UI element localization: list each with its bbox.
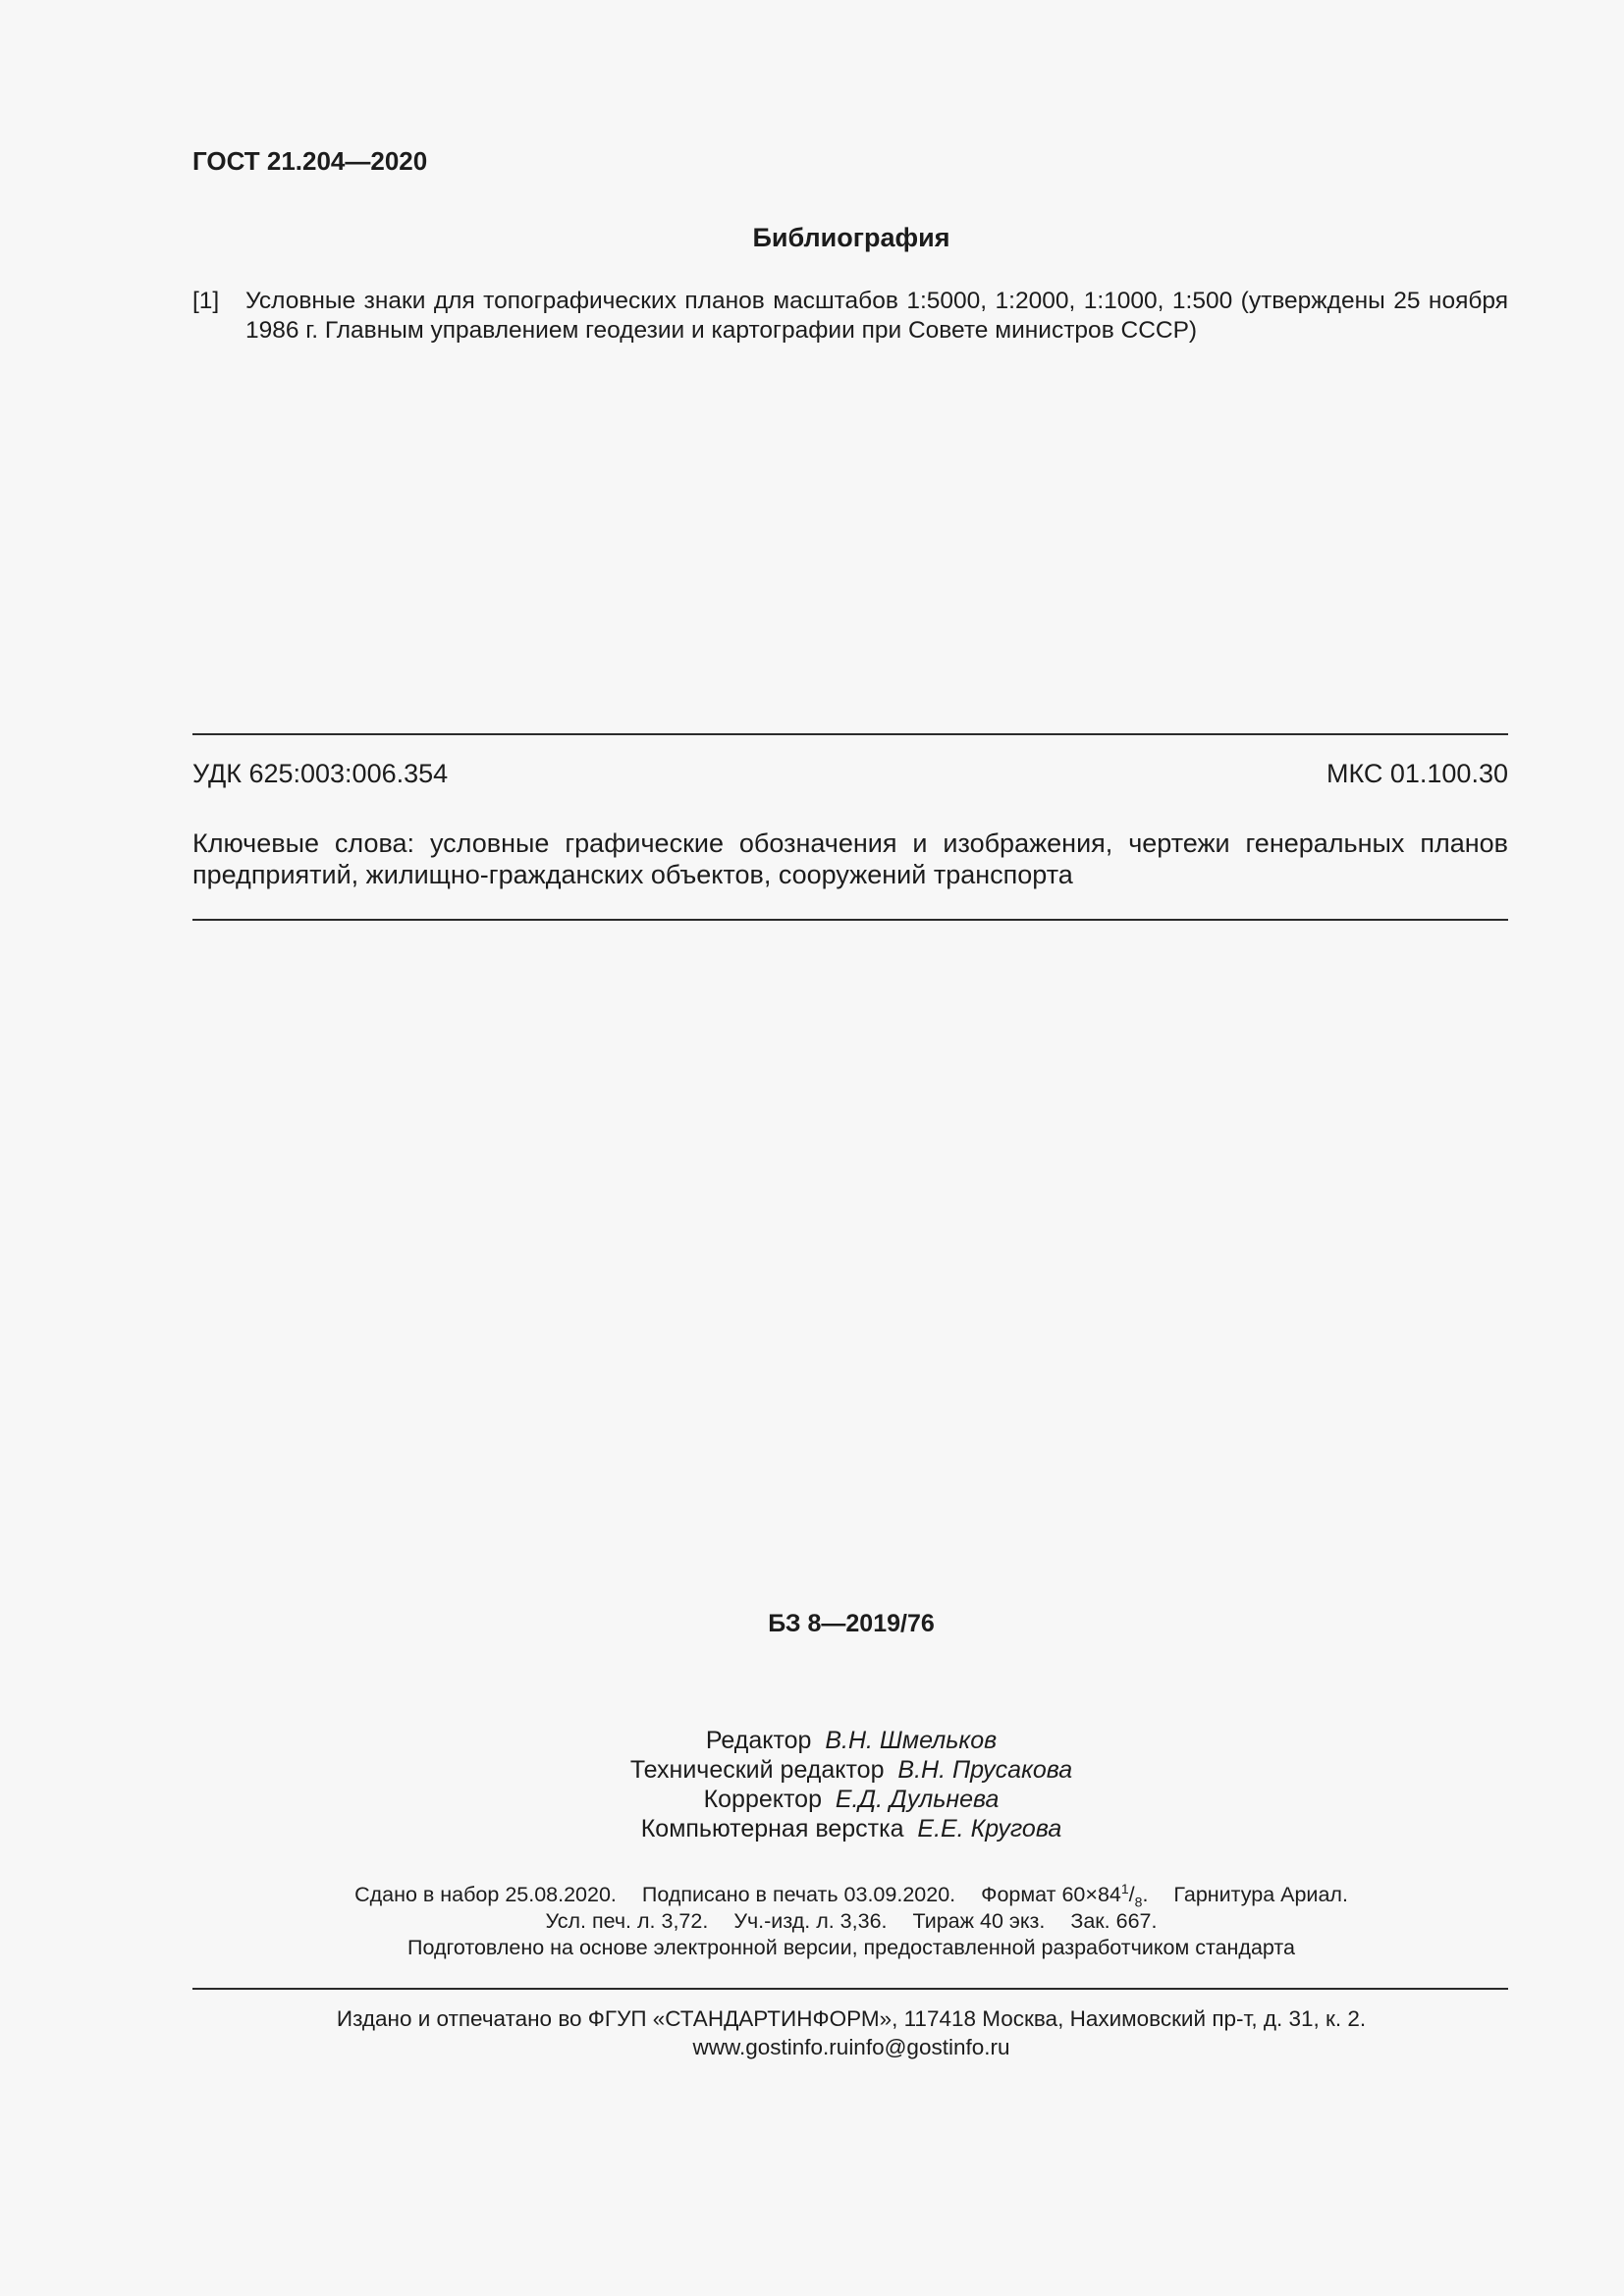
- imprint-block: [0, 1882, 1624, 1961]
- document-code: ГОСТ 21.204—2020: [192, 146, 428, 176]
- staff-role: Компьютерная верстка: [640, 1815, 904, 1842]
- udk-code: УДК 625:003:006.354: [192, 759, 449, 788]
- publisher-contacts: [0, 2033, 1624, 2061]
- mks-code: МКС 01.100.30: [1326, 759, 1508, 788]
- staff-role: Корректор: [703, 1786, 822, 1813]
- keywords: Ключевые слова: условные графические обозначения и изображения, чертежи генеральных планов предприятий, жилищно-гражданских объектов, сооружений транспорта: [192, 828, 1508, 889]
- staff-list: [0, 1726, 1624, 1843]
- publisher-site-link[interactable]: www.gostinfo.ru: [692, 2035, 849, 2059]
- imprint-order: Зак. 667.: [1070, 1909, 1158, 1933]
- imprint-typeface: Гарнитура Ариал.: [1173, 1883, 1348, 1906]
- top-divider: [192, 733, 1508, 735]
- staff-role: Редактор: [705, 1727, 812, 1754]
- imprint-line-2: [0, 1908, 1624, 1935]
- staff-role: Технический редактор: [629, 1756, 885, 1784]
- bibliography-item-number: [1]: [192, 288, 220, 314]
- publisher-block: [0, 2004, 1624, 2061]
- publisher-email-link[interactable]: info@gostinfo.ru: [848, 2035, 1010, 2059]
- staff-row-layout: [0, 1814, 1624, 1843]
- imprint-print-sheets: Усл. печ. л. 3,72.: [545, 1909, 709, 1933]
- staff-name: В.Н. Шмельков: [825, 1727, 998, 1754]
- bibliography-item: [192, 287, 1508, 346]
- imprint-line-1: [0, 1882, 1624, 1908]
- staff-name: Е.Д. Дульнева: [835, 1786, 1000, 1813]
- imprint-signed: Подписано в печать 03.09.2020.: [641, 1883, 956, 1906]
- staff-name: В.Н. Прусакова: [897, 1756, 1073, 1784]
- imprint-pub-sheets: Уч.-изд. л. 3,36.: [733, 1909, 888, 1933]
- imprint-submitted: Сдано в набор 25.08.2020.: [354, 1883, 617, 1906]
- staff-row-tech-editor: [0, 1755, 1624, 1785]
- publisher-line: Издано и отпечатано во ФГУП «СТАНДАРТИНФОРМ», 117418 Москва, Нахимовский пр-т, д. 31, к. 2.: [336, 2006, 1367, 2031]
- bibliography-item-text: Условные знаки для топографических планов масштабов 1:5000, 1:2000, 1:1000, 1:500 (утверждены 25 ноября 1986 г. Главным управлением геодезии и картографии при Совете министров СССР): [245, 288, 1508, 344]
- bz-number: БЗ 8—2019/76: [768, 1610, 935, 1637]
- publisher-divider: [192, 1988, 1508, 1990]
- staff-row-editor: [0, 1726, 1624, 1755]
- imprint-run: Тираж 40 экз.: [912, 1909, 1046, 1933]
- staff-name: Е.Е. Кругова: [917, 1815, 1062, 1842]
- imprint-format: Формат $60\times 84^1/_8$.: [981, 1880, 1149, 1910]
- staff-row-corrector: [0, 1785, 1624, 1814]
- bibliography-title: Библиография: [752, 223, 950, 252]
- imprint-prepared: Подготовлено на основе электронной версии, предоставленной разработчиком стандарта: [407, 1936, 1295, 1959]
- keywords-divider: [192, 919, 1508, 921]
